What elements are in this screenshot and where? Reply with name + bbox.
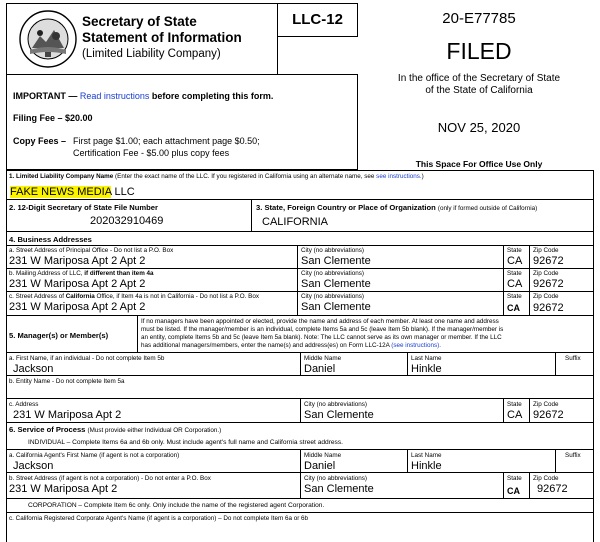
manager-address-field[interactable]: 231 W Mariposa Apt 2 bbox=[13, 409, 122, 421]
agent-address-field[interactable]: 231 W Mariposa Apt 2 bbox=[9, 483, 118, 495]
mailing-state-field[interactable]: CA bbox=[507, 278, 523, 290]
divider bbox=[300, 449, 301, 472]
agent-first-label: a. California Agent's First Name (if agent is not a corporation) bbox=[9, 452, 180, 459]
filed-date: NOV 25, 2020 bbox=[437, 120, 521, 135]
principal-zip-field[interactable]: 92672 bbox=[533, 255, 564, 267]
section3-note: (only if formed outside of California) bbox=[437, 205, 538, 212]
section6-individual: INDIVIDUAL – Complete Items 6a and 6b only. Must include agent's full name and California street address. bbox=[28, 439, 343, 446]
divider bbox=[137, 315, 138, 352]
section5-note-line4: has additional managers/members, enter the name(s) and address(es) on Form LLC-12A bbox=[141, 342, 390, 349]
section1-note-end: ) bbox=[421, 173, 424, 180]
llc-name-field[interactable] bbox=[10, 186, 135, 198]
important-label: IMPORTANT — bbox=[13, 91, 78, 101]
section6-corporation: CORPORATION – Complete Item 6c only. Only include the name of the registered agent Corporation. bbox=[28, 502, 325, 509]
row4a-label: a. Street Address of Principal Office - Do not list a P.O. Box bbox=[9, 247, 174, 254]
important-rest: before completing this form. bbox=[151, 91, 274, 101]
agent-zip-field[interactable]: 92672 bbox=[537, 483, 568, 495]
subtitle: (Limited Liability Company) bbox=[82, 48, 221, 60]
row4b-zip-label: Zip Code bbox=[533, 270, 559, 277]
divider bbox=[503, 398, 504, 422]
row4c-label bbox=[9, 293, 259, 300]
row4b-state-label: State bbox=[507, 270, 522, 277]
agent-suffix-label: Suffix bbox=[565, 452, 581, 459]
agent-last-field[interactable]: Hinkle bbox=[411, 460, 442, 472]
ca-office-state-field[interactable]: CA bbox=[507, 303, 520, 313]
section5-note-line2: must be listed. If the manager/member is an individual, complete Items 5a and 5c (leave Item 5b blank). If the manager/member is bbox=[141, 326, 504, 333]
divider bbox=[529, 472, 530, 498]
manager-last-field[interactable]: Hinkle bbox=[411, 363, 442, 375]
divider bbox=[6, 375, 594, 376]
doc-number: 20-E77785 bbox=[442, 10, 516, 27]
agent-state-field[interactable]: CA bbox=[507, 486, 520, 496]
divider bbox=[297, 245, 298, 315]
row4b-label-b: if different than item 4a bbox=[84, 270, 154, 277]
manager-address-label: c. Address bbox=[9, 401, 39, 408]
ca-office-address-field[interactable]: 231 W Mariposa Apt 2 Apt 2 bbox=[9, 301, 146, 313]
divider bbox=[503, 472, 504, 498]
divider bbox=[6, 422, 594, 423]
section1-header bbox=[9, 173, 424, 180]
mailing-zip-field[interactable]: 92672 bbox=[533, 278, 564, 290]
agent-zip-label: Zip Code bbox=[533, 475, 559, 482]
principal-city-field[interactable]: San Clemente bbox=[301, 255, 371, 267]
filing-fee: Filing Fee – $20.00 bbox=[13, 113, 93, 123]
office-line2: of the State of California bbox=[425, 85, 533, 96]
section1-title: Limited Liability Company Name bbox=[16, 173, 114, 180]
row4b-city-label: City (no abbreviations) bbox=[301, 270, 364, 277]
manager-middle-field[interactable]: Daniel bbox=[304, 363, 336, 375]
row4c-state-label: State bbox=[507, 293, 522, 300]
section5-note-line4-wrap bbox=[141, 342, 441, 349]
agent-middle-label: Middle Name bbox=[304, 452, 342, 459]
agent-first-field[interactable]: Jackson bbox=[13, 460, 54, 472]
row4c-zip-label: Zip Code bbox=[533, 293, 559, 300]
ca-office-city-field[interactable]: San Clemente bbox=[301, 301, 371, 313]
manager-city-label: City (no abbreviations) bbox=[304, 401, 367, 408]
divider bbox=[300, 398, 301, 422]
divider bbox=[300, 472, 301, 498]
divider bbox=[6, 245, 594, 246]
section5-note-line1: If no managers have been appointed or elected, provide the name and address of each member. At least one name and address bbox=[141, 318, 499, 325]
manager-entity-label: b. Entity Name - Do not complete Item 5a bbox=[9, 378, 125, 385]
row4a-zip-label: Zip Code bbox=[533, 247, 559, 254]
section5-title: 5. Manager(s) or Member(s) bbox=[9, 331, 109, 340]
copy-fees-line1: First page $1.00; each attachment page $0.50; bbox=[73, 136, 260, 146]
llc-name-suffix: LLC bbox=[114, 186, 135, 198]
section5-instructions-link[interactable]: (see instructions). bbox=[391, 342, 441, 349]
section1-instructions-link[interactable]: see instructions. bbox=[376, 173, 422, 180]
divider bbox=[407, 352, 408, 375]
row4b-label bbox=[9, 270, 154, 277]
manager-suffix-label: Suffix bbox=[565, 355, 581, 362]
copy-fees-label: Copy Fees – bbox=[13, 136, 67, 146]
divider bbox=[529, 398, 530, 422]
divider bbox=[6, 199, 594, 200]
section4-title: 4. Business Addresses bbox=[9, 235, 92, 244]
row4a-city-label: City (no abbreviations) bbox=[301, 247, 364, 254]
ca-office-zip-field[interactable]: 92672 bbox=[533, 302, 564, 314]
row4c-label-b: California bbox=[65, 293, 95, 300]
agent-state-label: State bbox=[507, 475, 522, 482]
filed-stamp: FILED bbox=[446, 38, 512, 64]
divider bbox=[300, 352, 301, 375]
section1-note: (Enter the exact name of the LLC. If you registered in California using an alternate name, see bbox=[115, 173, 375, 180]
agent-street-label: b. Street Address (if agent is not a corporation) - Do not enter a P.O. Box bbox=[9, 475, 211, 482]
important-line bbox=[13, 91, 273, 101]
manager-first-field[interactable]: Jackson bbox=[13, 363, 54, 375]
row4b-label-a: b. Mailing Address of LLC, bbox=[9, 270, 83, 277]
divider bbox=[6, 498, 594, 499]
divider bbox=[6, 512, 594, 513]
agent-middle-field[interactable]: Daniel bbox=[304, 460, 336, 472]
form-code: LLC-12 bbox=[292, 11, 343, 28]
divider bbox=[555, 449, 556, 472]
copy-fees-line2: Certification Fee - $5.00 plus copy fees bbox=[73, 148, 230, 158]
divider bbox=[6, 268, 594, 269]
divider bbox=[6, 291, 594, 292]
agent-last-label: Last Name bbox=[411, 452, 442, 459]
manager-middle-label: Middle Name bbox=[304, 355, 342, 362]
manager-state-field[interactable]: CA bbox=[507, 409, 523, 421]
section1-number: 1. bbox=[9, 173, 15, 180]
divider bbox=[6, 315, 594, 316]
principal-state-field[interactable]: CA bbox=[507, 255, 523, 267]
agent-city-field[interactable]: San Clemente bbox=[304, 483, 374, 495]
section5-note-line3: an entity, complete Items 5b and 5c (leave Item 5a blank). Note: The LLC cannot serve as its own manager or member. If the LLC bbox=[141, 334, 502, 341]
manager-last-label: Last Name bbox=[411, 355, 442, 362]
divider bbox=[503, 245, 504, 315]
divider bbox=[529, 245, 530, 315]
california-seal-icon bbox=[18, 8, 78, 70]
divider bbox=[251, 199, 252, 231]
section2-label: 2. 12-Digit Secretary of State File Number bbox=[9, 203, 158, 212]
office-line1: In the office of the Secretary of State bbox=[397, 73, 561, 84]
mailing-city-field[interactable]: San Clemente bbox=[301, 278, 371, 290]
divider bbox=[6, 231, 594, 232]
divider bbox=[407, 449, 408, 472]
mailing-address-field[interactable]: 231 W Mariposa Apt 2 Apt 2 bbox=[9, 278, 146, 290]
principal-address-field[interactable]: 231 W Mariposa Apt 2 Apt 2 bbox=[9, 255, 146, 267]
section6-title-note: (Must provide either Individual OR Corporation.) bbox=[87, 427, 222, 434]
manager-zip-label: Zip Code bbox=[533, 401, 559, 408]
office-use-label: This Space For Office Use Only bbox=[415, 159, 543, 169]
file-number-field[interactable]: 202032910469 bbox=[90, 215, 164, 227]
manager-zip-field[interactable]: 92672 bbox=[533, 409, 564, 421]
read-instructions-link[interactable]: Read instructions bbox=[79, 91, 150, 101]
agent-city-label: City (no abbreviations) bbox=[304, 475, 367, 482]
row4c-label-c: Office, if Item 4a is not in California - Do not list a P.O. Box bbox=[96, 293, 260, 300]
section6-header bbox=[9, 425, 221, 434]
title-line1: Secretary of State bbox=[82, 14, 197, 29]
manager-first-label: a. First Name, if an individual - Do not complete Item 5b bbox=[9, 355, 165, 362]
title-line2: Statement of Information bbox=[82, 30, 242, 45]
row4c-city-label: City (no abbreviations) bbox=[301, 293, 364, 300]
llc-name-highlight: FAKE NEWS MEDIA bbox=[10, 186, 112, 198]
section6-title: 6. Service of Process bbox=[9, 425, 86, 434]
agent-corp-label: c. California Registered Corporate Agent's Name (if agent is a corporation) – Do not complete Item 6a or 6b bbox=[9, 515, 309, 522]
manager-city-field[interactable]: San Clemente bbox=[304, 409, 374, 421]
section3-header bbox=[256, 203, 537, 212]
row4c-label-a: c. Street Address of bbox=[9, 293, 64, 300]
section3-label: 3. State, Foreign Country or Place of Organization bbox=[256, 203, 436, 212]
manager-state-label: State bbox=[507, 401, 522, 408]
row4a-state-label: State bbox=[507, 247, 522, 254]
divider bbox=[555, 352, 556, 375]
state-of-organization-field[interactable]: CALIFORNIA bbox=[262, 216, 329, 228]
